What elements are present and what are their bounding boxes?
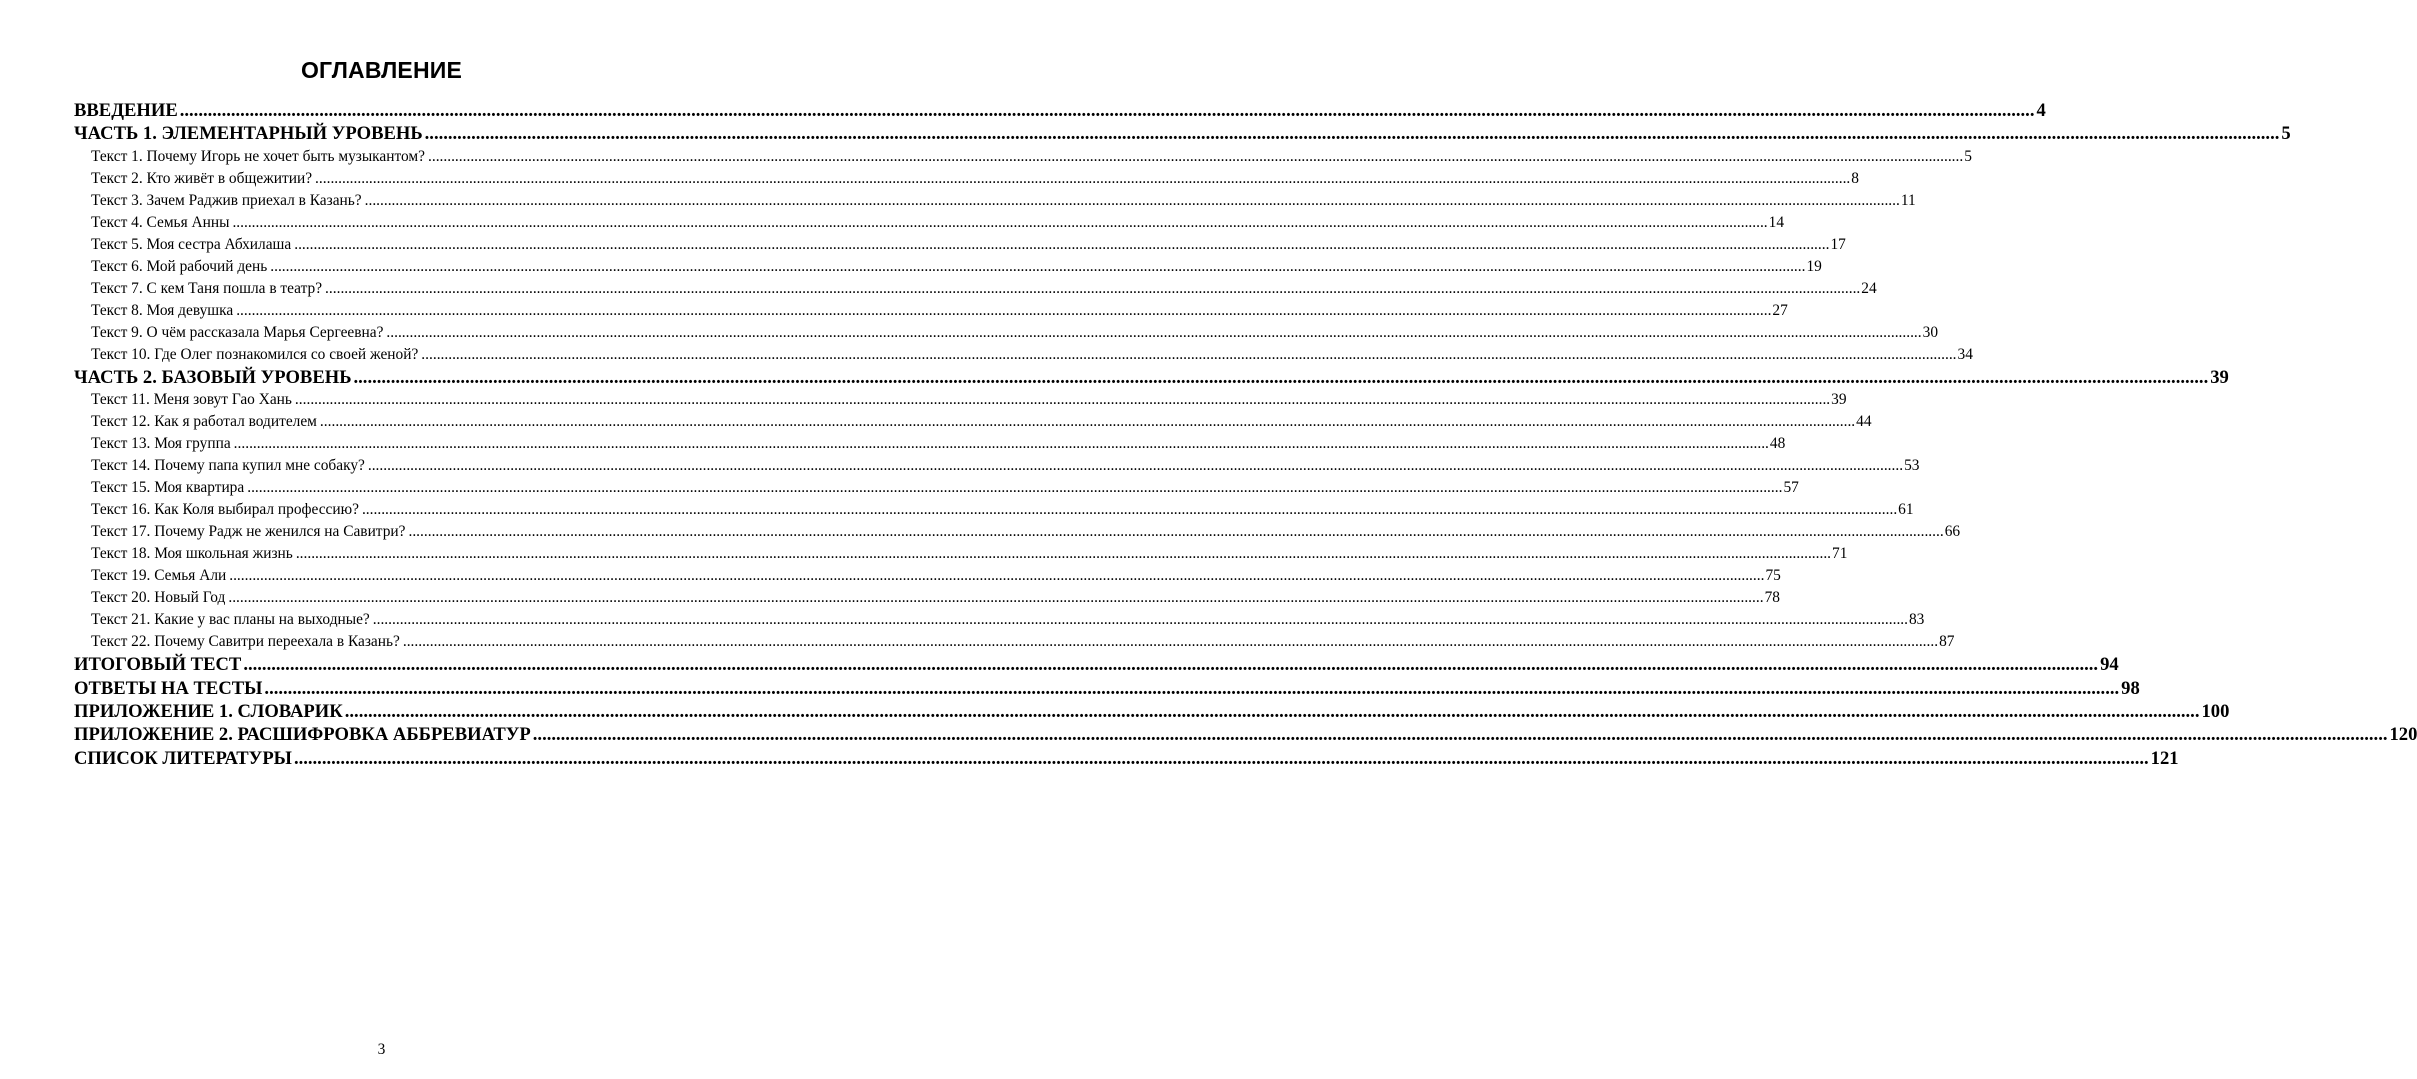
toc-leader-dots: ............................................................................................................................................................................................................................................................................................................................................................................................................... (228, 589, 1764, 607)
toc-entry-page: 39 (1831, 391, 1847, 409)
toc-subentry[interactable] (74, 256, 1822, 278)
toc-entry-page: 75 (1765, 567, 1781, 585)
toc-entry-page: 53 (1904, 457, 1920, 475)
toc-leader-dots: ............................................................................................................................................................................................................................................................................................................................................................................................................... (236, 301, 1772, 319)
toc-subentry[interactable] (74, 190, 1916, 212)
toc-entry-title: Текст 1. Почему Игорь не хочет быть музыкантом? (91, 147, 425, 165)
toc-entry-title: Текст 16. Как Коля выбирал профессию? (91, 501, 359, 519)
toc-entry-page: 44 (1856, 413, 1872, 431)
toc-leader-dots: ............................................................................................................................................................................................................................................................................................................................................................................................................... (229, 567, 1765, 585)
table-of-contents (74, 99, 2417, 770)
toc-subentry[interactable] (74, 631, 1955, 653)
toc-leader-dots: ............................................................................................................................................................................................................................................................................................................................................................................................................... (247, 479, 1783, 497)
toc-leader-dots: ............................................................................................................................................................................................................................................................................................................................................................................................................... (179, 100, 2035, 121)
toc-leader-dots: ............................................................................................................................................................................................................................................................................................................................................................................................................... (402, 633, 1939, 651)
toc-entry-title: Текст 11. Меня зовут Гао Хань (91, 391, 292, 409)
toc-subentry[interactable] (74, 300, 1788, 322)
toc-entry-title: Текст 14. Почему папа купил мне собаку? (91, 457, 365, 475)
toc-entry-title: ИТОГОВЫЙ ТЕСТ (74, 654, 242, 676)
toc-entry-title: Текст 6. Мой рабочий день (91, 257, 268, 275)
page-number: 3 (377, 1041, 386, 1058)
toc-leader-dots: ............................................................................................................................................................................................................................................................................................................................................................................................................... (372, 611, 1908, 629)
toc-leader-dots: ............................................................................................................................................................................................................................................................................................................................................................................................................... (353, 366, 2209, 388)
toc-leader-dots: ............................................................................................................................................................................................................................................................................................................................................................................................................... (424, 123, 2280, 145)
toc-entry-title: Текст 9. О чём рассказала Марья Сергеевна? (91, 323, 384, 341)
toc-subentry[interactable] (74, 455, 1920, 477)
toc-entry-page: 120 (2389, 724, 2417, 746)
toc-entry-title: ПРИЛОЖЕНИЕ 1. СЛОВАРИК (74, 700, 343, 722)
toc-subentry[interactable] (74, 344, 1973, 366)
toc-section-entry[interactable] (74, 747, 2179, 770)
toc-leader-dots: ............................................................................................................................................................................................................................................................................................................................................................................................................... (315, 169, 1851, 187)
toc-entry-page: 87 (1939, 633, 1955, 651)
toc-entry-title: Текст 13. Моя группа (91, 435, 231, 453)
toc-leader-dots: ............................................................................................................................................................................................................................................................................................................................................................................................................... (243, 654, 2099, 676)
toc-section-entry[interactable] (74, 99, 2046, 122)
toc-entry-title: Текст 20. Новый Год (91, 589, 226, 607)
toc-leader-dots: ............................................................................................................................................................................................................................................................................................................................................................................................................... (367, 457, 1904, 475)
toc-entry-page: 24 (1861, 279, 1877, 297)
toc-entry-title: Текст 8. Моя девушка (91, 301, 234, 319)
toc-subentry[interactable] (74, 278, 1877, 300)
toc-entry-page: 94 (2100, 654, 2119, 676)
toc-entry-page: 83 (1908, 611, 1925, 629)
toc-subentry[interactable] (74, 411, 1872, 433)
toc-entry-page: 14 (1768, 213, 1785, 231)
toc-entry-title: ОТВЕТЫ НА ТЕСТЫ (74, 677, 263, 699)
toc-leader-dots: ............................................................................................................................................................................................................................................................................................................................................................................................................... (325, 279, 1861, 297)
toc-section-entry[interactable] (74, 366, 2229, 389)
toc-leader-dots: ............................................................................................................................................................................................................................................................................................................................................................................................................... (408, 523, 1944, 541)
toc-section-entry[interactable] (74, 723, 2417, 746)
toc-leader-dots: ............................................................................................................................................................................................................................................................................................................................................................................................................... (532, 724, 2388, 746)
toc-subentry[interactable] (74, 389, 1847, 411)
page-title: ОГЛАВЛЕНИЕ (300, 57, 463, 83)
toc-leader-dots: ............................................................................................................................................................................................................................................................................................................................................................................................................... (364, 191, 1900, 209)
toc-subentry[interactable] (74, 212, 1785, 234)
toc-entry-page: 30 (1922, 323, 1939, 341)
toc-entry-page: 71 (1832, 545, 1848, 563)
toc-entry-page: 39 (2210, 366, 2229, 388)
toc-subentry[interactable] (74, 543, 1848, 565)
toc-entry-page: 100 (2201, 700, 2230, 722)
toc-entry-title: ВВЕДЕНИЕ (74, 100, 178, 121)
toc-entry-title: ПРИЛОЖЕНИЕ 2. РАСШИФРОВКА АББРЕВИАТУР (74, 724, 531, 746)
toc-entry-page: 11 (1900, 191, 1916, 209)
toc-leader-dots: ............................................................................................................................................................................................................................................................................................................................................................................................................... (428, 147, 1964, 165)
toc-entry-page: 5 (1964, 147, 1972, 165)
toc-leader-dots: ............................................................................................................................................................................................................................................................................................................................................................................................................... (361, 501, 1898, 519)
toc-entry-page: 78 (1764, 589, 1780, 607)
toc-leader-dots: ............................................................................................................................................................................................................................................................................................................................................................................................................... (294, 391, 1831, 409)
toc-leader-dots: ............................................................................................................................................................................................................................................................................................................................................................................................................... (293, 747, 2149, 769)
toc-subentry[interactable] (74, 322, 1939, 344)
toc-entry-page: 4 (2036, 100, 2046, 121)
toc-section-entry[interactable] (74, 677, 2140, 700)
toc-subentry[interactable] (74, 499, 1914, 521)
toc-entry-page: 5 (2281, 123, 2291, 145)
toc-entry-title: Текст 12. Как я работал водителем (91, 413, 317, 431)
toc-entry-title: Текст 7. С кем Таня пошла в театр? (91, 279, 323, 297)
toc-leader-dots: ............................................................................................................................................................................................................................................................................................................................................................................................................... (421, 345, 1957, 363)
toc-entry-title: Текст 17. Почему Радж не женился на Савитри? (91, 523, 406, 541)
toc-subentry[interactable] (74, 146, 1972, 168)
toc-entry-title: Текст 21. Какие у вас планы на выходные? (91, 611, 370, 629)
toc-section-entry[interactable] (74, 653, 2119, 676)
toc-subentry[interactable] (74, 521, 1961, 543)
toc-entry-page: 61 (1898, 501, 1914, 519)
toc-entry-page: 57 (1783, 479, 1799, 497)
toc-entry-page: 17 (1830, 235, 1846, 253)
toc-entry-title: ЧАСТЬ 1. ЭЛЕМЕНТАРНЫЙ УРОВЕНЬ (74, 123, 423, 145)
toc-entry-page: 27 (1772, 301, 1788, 319)
toc-subentry[interactable] (74, 565, 1781, 587)
toc-leader-dots: ............................................................................................................................................................................................................................................................................................................................................................................................................... (233, 435, 1769, 453)
toc-leader-dots: ............................................................................................................................................................................................................................................................................................................................................................................................................... (232, 213, 1768, 231)
toc-entry-title: Текст 19. Семья Али (91, 567, 227, 585)
toc-section-entry[interactable] (74, 700, 2230, 723)
toc-entry-page: 19 (1806, 257, 1822, 275)
toc-entry-title: Текст 18. Моя школьная жизнь (91, 545, 293, 563)
toc-entry-page: 34 (1957, 345, 1973, 363)
toc-leader-dots: ............................................................................................................................................................................................................................................................................................................................................................................................................... (294, 235, 1830, 253)
toc-entry-page: 121 (2150, 747, 2179, 769)
toc-leader-dots: ............................................................................................................................................................................................................................................................................................................................................................................................................... (270, 257, 1806, 275)
toc-entry-page: 98 (2121, 677, 2140, 699)
toc-leader-dots: ............................................................................................................................................................................................................................................................................................................................................................................................................... (319, 413, 1856, 431)
toc-entry-page: 66 (1944, 523, 1961, 541)
toc-entry-title: СПИСОК ЛИТЕРАТУРЫ (74, 747, 292, 769)
toc-section-entry[interactable] (74, 122, 2291, 145)
toc-entry-title: Текст 15. Моя квартира (91, 479, 245, 497)
toc-subentry[interactable] (74, 234, 1846, 256)
toc-entry-page: 48 (1769, 435, 1786, 453)
toc-subentry[interactable] (74, 168, 1859, 190)
toc-subentry[interactable] (74, 587, 1780, 609)
toc-entry-title: Текст 4. Семья Анны (91, 213, 230, 231)
toc-subentry[interactable] (74, 433, 1786, 455)
toc-leader-dots: ............................................................................................................................................................................................................................................................................................................................................................................................................... (386, 323, 1922, 341)
toc-entry-title: ЧАСТЬ 2. БАЗОВЫЙ УРОВЕНЬ (74, 366, 352, 388)
toc-leader-dots: ............................................................................................................................................................................................................................................................................................................................................................................................................... (344, 700, 2200, 722)
toc-entry-page: 8 (1851, 169, 1859, 187)
toc-entry-title: Текст 3. Зачем Раджив приехал в Казань? (91, 191, 362, 209)
toc-subentry[interactable] (74, 477, 1799, 499)
toc-leader-dots: ............................................................................................................................................................................................................................................................................................................................................................................................................... (264, 677, 2120, 699)
toc-leader-dots: ............................................................................................................................................................................................................................................................................................................................................................................................................... (295, 545, 1832, 563)
toc-entry-title: Текст 10. Где Олег познакомился со своей женой? (91, 345, 419, 363)
toc-entry-title: Текст 22. Почему Савитри переехала в Казань? (91, 633, 400, 651)
toc-entry-title: Текст 2. Кто живёт в общежитии? (91, 169, 313, 187)
toc-entry-title: Текст 5. Моя сестра Абхилаша (91, 235, 292, 253)
toc-subentry[interactable] (74, 609, 1925, 631)
